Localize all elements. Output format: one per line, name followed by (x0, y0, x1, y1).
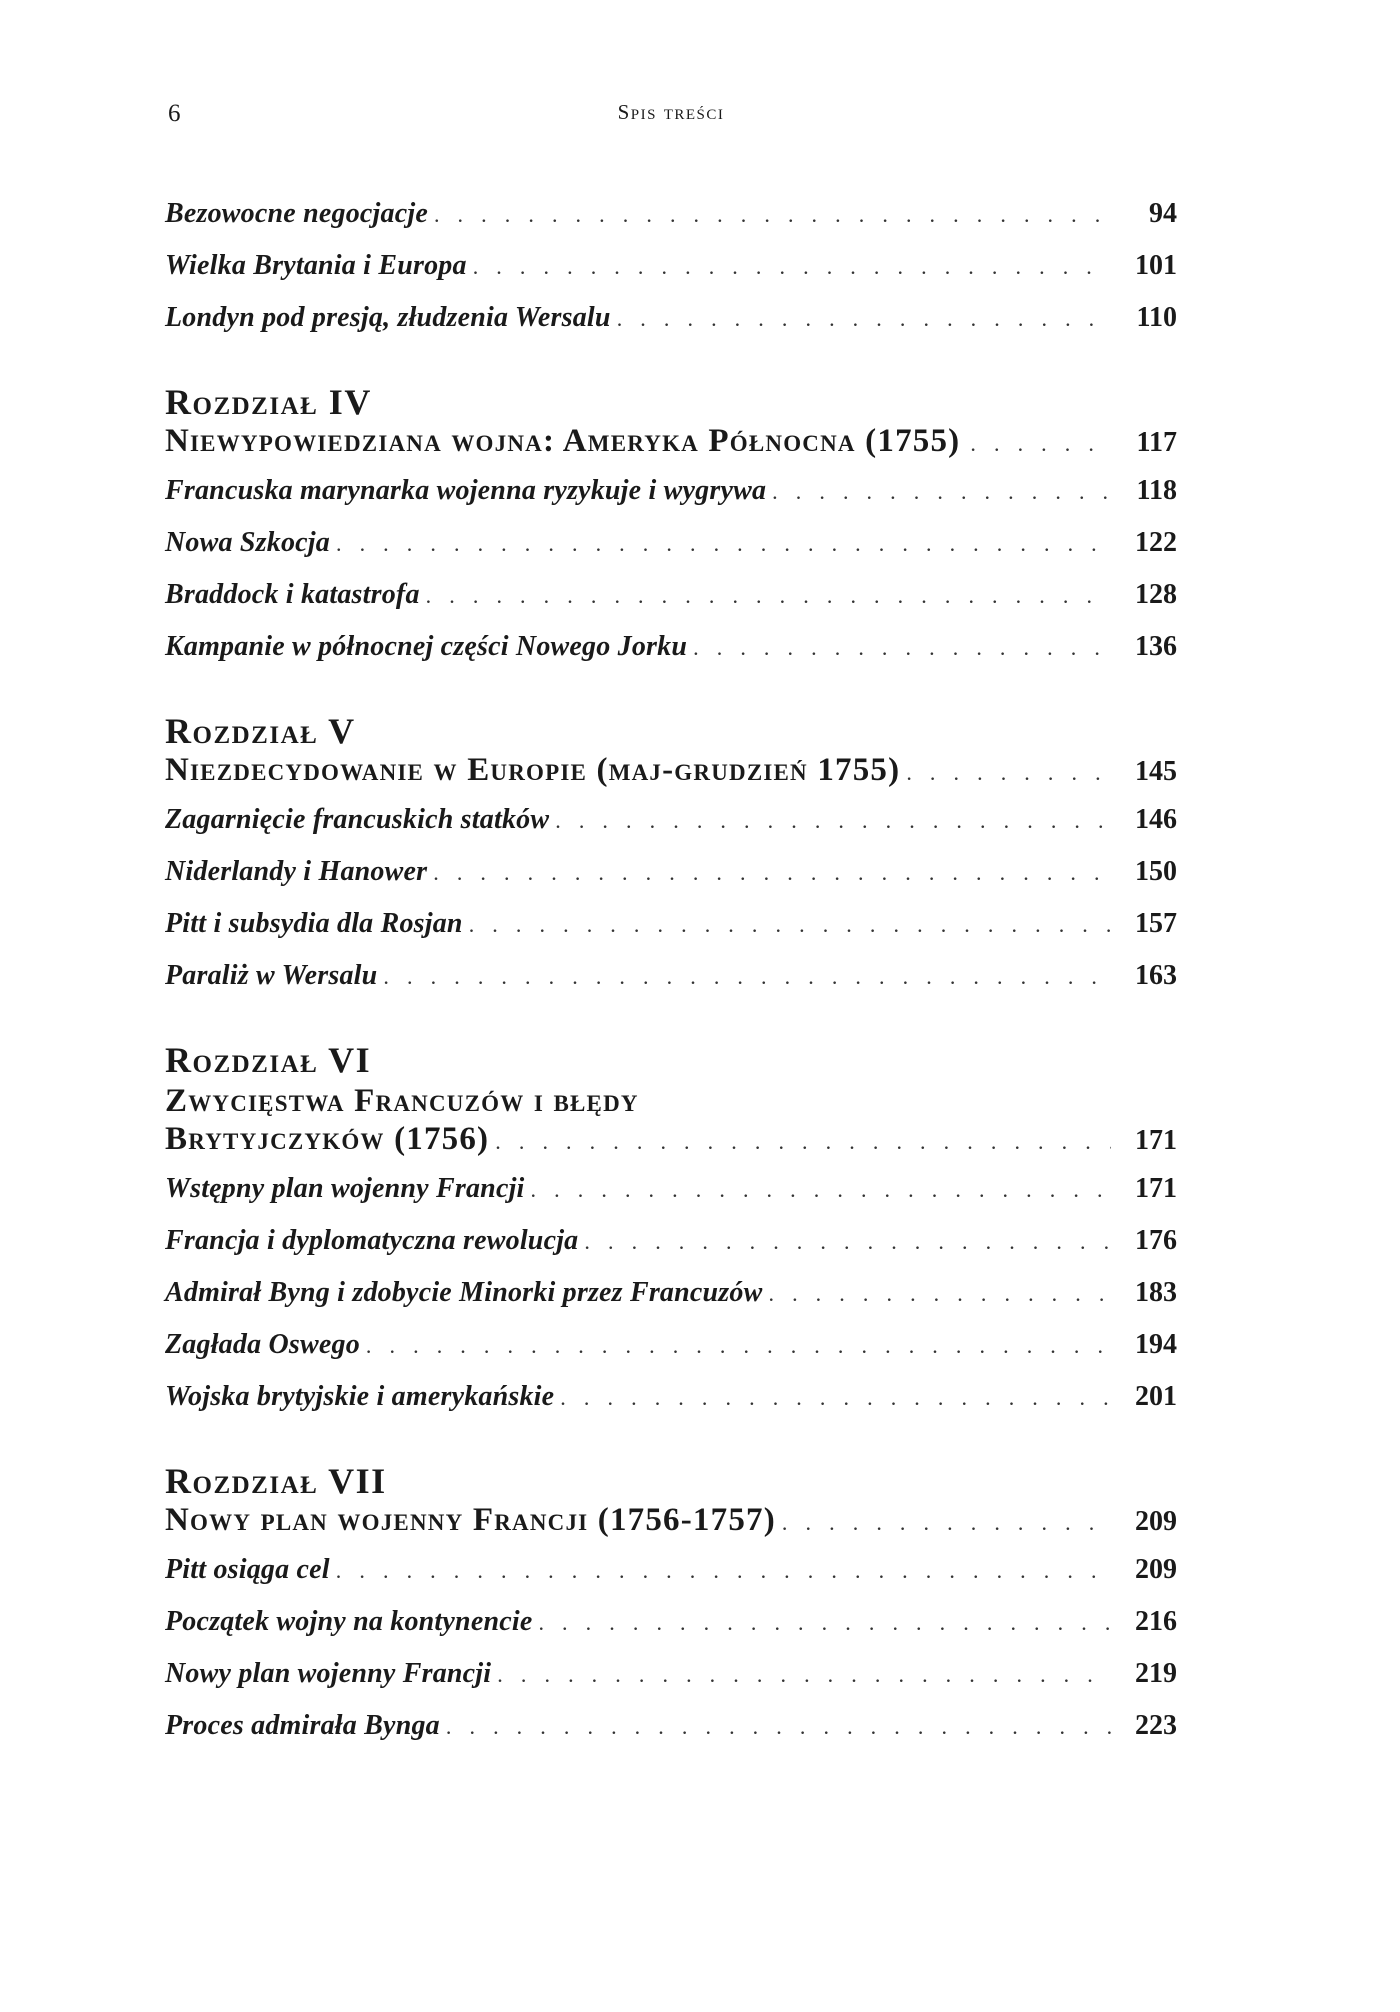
dot-leader (768, 1281, 1111, 1307)
chapter-title-line (165, 423, 1177, 465)
toc-entry-title: Braddock i katastrofa (165, 579, 420, 610)
toc-entry[interactable] (165, 1381, 1177, 1433)
toc-entry-title: Francja i dyplomatyczna rewolucja (165, 1225, 579, 1256)
toc-entry-page: 110 (1136, 302, 1177, 333)
toc-entry[interactable] (165, 1277, 1177, 1329)
chapter-label: Rozdział IV (165, 382, 372, 422)
dot-leader (383, 964, 1111, 990)
toc-entry[interactable] (165, 527, 1177, 579)
toc-entry[interactable] (165, 579, 1177, 631)
dot-leader (538, 1610, 1111, 1636)
dot-leader (693, 635, 1111, 661)
toc-entry-title: Bezowocne negocjacje (165, 198, 428, 229)
chapter-title-line (165, 1121, 1177, 1163)
dot-leader (617, 306, 1111, 332)
chapter-label: Rozdział VII (165, 1461, 387, 1501)
toc-entry-title: Wojska brytyjskie i amerykańskie (165, 1381, 555, 1412)
toc-entry[interactable] (165, 1710, 1177, 1762)
toc-entry[interactable] (165, 302, 1177, 354)
dot-leader (469, 912, 1111, 938)
dot-leader (426, 583, 1111, 609)
toc-entry[interactable] (165, 1606, 1177, 1658)
toc-entry-page: 194 (1135, 1329, 1177, 1360)
dot-leader (446, 1714, 1111, 1740)
toc-entry-title: Niderlandy i Hanower (165, 856, 428, 887)
toc-entry-title: Admirał Byng i zdobycie Minorki przez Francuzów (165, 1277, 763, 1308)
toc-entry-title: Kampanie w północnej części Nowego Jorku (165, 631, 688, 662)
dot-leader (433, 860, 1111, 886)
toc-entry-title: Wstępny plan wojenny Francji (165, 1173, 525, 1204)
toc-entry-title: Zagłada Oswego (165, 1329, 360, 1360)
dot-leader (434, 202, 1111, 228)
toc-entry-page: 150 (1135, 856, 1177, 887)
chapter-title-line (165, 1502, 1177, 1544)
toc-entry-title: Nowy plan wojenny Francji (165, 1658, 492, 1689)
dot-leader (555, 808, 1111, 834)
page-number: 6 (168, 100, 181, 127)
toc-entry-title: Pitt i subsydia dla Rosjan (165, 908, 463, 939)
toc-entry-page: 163 (1135, 960, 1177, 991)
toc-entry-page: 176 (1135, 1225, 1177, 1256)
table-of-contents (165, 198, 1177, 1762)
toc-entry[interactable] (165, 1173, 1177, 1225)
dot-leader (970, 431, 1111, 457)
toc-entry-title: Zagarnięcie francuskich statków (165, 804, 550, 835)
toc-entry-page: 136 (1135, 631, 1177, 662)
toc-entry-page: 183 (1135, 1277, 1177, 1308)
chapter-page: 209 (1135, 1506, 1177, 1537)
toc-entry[interactable] (165, 631, 1177, 683)
chapter-title-line-2: Brytyjczyków (1756) (165, 1121, 490, 1157)
toc-entry-title: Proces admirała Bynga (165, 1710, 440, 1741)
chapter-page: 171 (1135, 1125, 1177, 1156)
toc-entry-page: 209 (1135, 1554, 1177, 1585)
toc-entry-page: 219 (1135, 1658, 1177, 1689)
chapter-title: Niewypowiedziana wojna: Ameryka Północna (1755) (165, 423, 961, 459)
toc-entry-page: 118 (1136, 475, 1177, 506)
toc-entry[interactable] (165, 250, 1177, 302)
chapter-heading-5[interactable] (165, 710, 1177, 794)
dot-leader (584, 1229, 1111, 1255)
toc-entry-page: 122 (1135, 527, 1177, 558)
toc-entry[interactable] (165, 856, 1177, 908)
chapter-title-line (165, 752, 1177, 794)
toc-entry-title: Początek wojny na kontynencie (165, 1606, 533, 1637)
toc-entry[interactable] (165, 1225, 1177, 1277)
toc-entry-page: 101 (1135, 250, 1177, 281)
toc-entry-title: Pitt osiąga cel (165, 1554, 330, 1585)
dot-leader (336, 1558, 1111, 1584)
dot-leader (560, 1385, 1111, 1411)
chapter-heading-4[interactable] (165, 381, 1177, 465)
running-head: Spis treści (617, 100, 725, 124)
toc-entry-title: Paraliż w Wersalu (165, 960, 378, 991)
toc-entry-title: Londyn pod presją, złudzenia Wersalu (165, 302, 611, 333)
toc-entry-page: 216 (1135, 1606, 1177, 1637)
toc-entry-page: 94 (1149, 198, 1177, 229)
toc-entry[interactable] (165, 960, 1177, 1012)
toc-entry[interactable] (165, 1554, 1177, 1606)
dot-leader (782, 1510, 1111, 1536)
chapter-heading-7[interactable] (165, 1460, 1177, 1544)
toc-entry[interactable] (165, 804, 1177, 856)
dot-leader (531, 1177, 1111, 1203)
toc-entry-title: Nowa Szkocja (165, 527, 330, 558)
dot-leader (366, 1333, 1111, 1359)
toc-entry[interactable] (165, 1329, 1177, 1381)
dot-leader (772, 479, 1111, 505)
toc-entry-title: Francuska marynarka wojenna ryzykuje i wygrywa (165, 475, 767, 506)
dot-leader (906, 760, 1111, 786)
chapter-label: Rozdział VI (165, 1040, 372, 1080)
toc-entry-page: 128 (1135, 579, 1177, 610)
chapter-title: Niezdecydowanie w Europie (maj-grudzień 1755) (165, 752, 901, 788)
toc-entry[interactable] (165, 475, 1177, 527)
toc-entry-page: 171 (1135, 1173, 1177, 1204)
chapter-title-line-1: Zwycięstwa Francuzów i błędy (165, 1083, 639, 1119)
toc-entry-page: 157 (1135, 908, 1177, 939)
dot-leader (473, 254, 1111, 280)
toc-entry[interactable] (165, 198, 1177, 250)
dot-leader (495, 1129, 1111, 1155)
chapter-heading-6[interactable] (165, 1039, 1177, 1163)
dot-leader (336, 531, 1111, 557)
dot-leader (497, 1662, 1111, 1688)
toc-entry[interactable] (165, 908, 1177, 960)
chapter-page: 145 (1135, 756, 1177, 787)
page-header (165, 100, 1177, 140)
toc-entry-title: Wielka Brytania i Europa (165, 250, 467, 281)
chapter-label: Rozdział V (165, 711, 356, 751)
toc-entry[interactable] (165, 1658, 1177, 1710)
chapter-title: Nowy plan wojenny Francji (1756-1757) (165, 1502, 776, 1538)
toc-entry-page: 146 (1135, 804, 1177, 835)
chapter-page: 117 (1136, 427, 1177, 458)
toc-entry-page: 201 (1135, 1381, 1177, 1412)
toc-entry-page: 223 (1135, 1710, 1177, 1741)
